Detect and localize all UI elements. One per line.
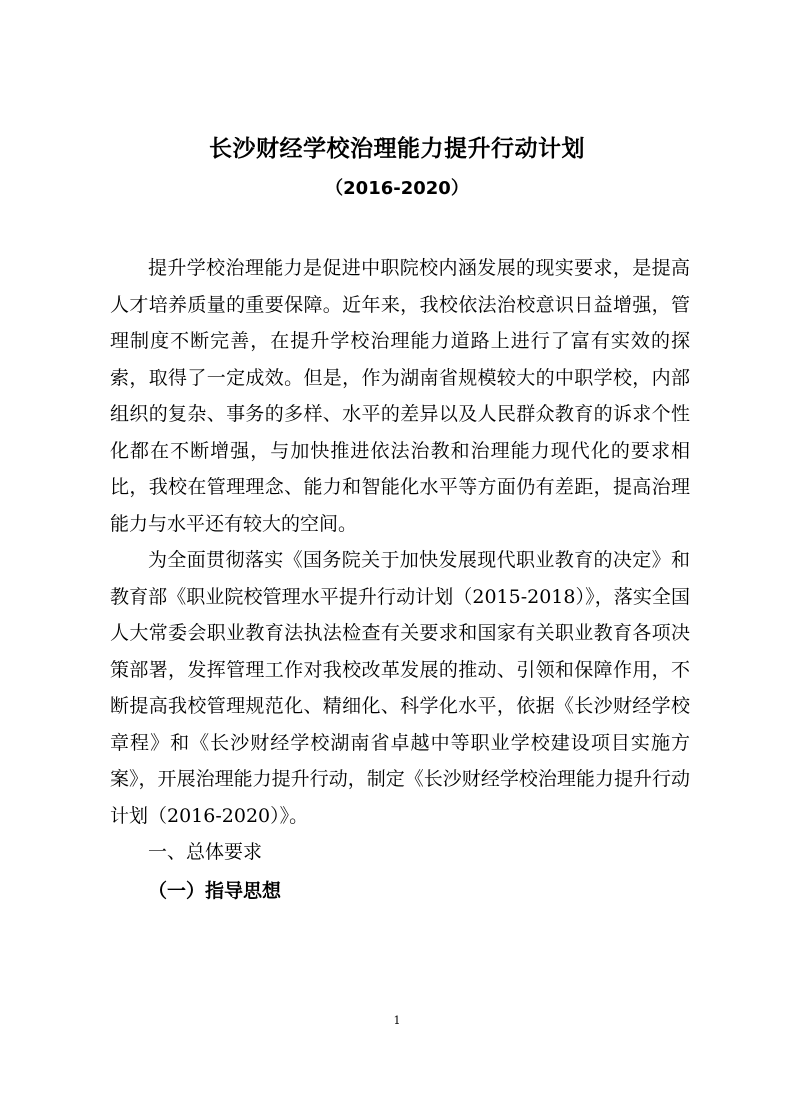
body-paragraph-1: 提升学校治理能力是促进中职院校内涵发展的现实要求，是提高人才培养质量的重要保障。近年来，我校依法治校意识日益增强，管理制度不断完善，在提升学校治理能力道路上进行了富有实效的探索，取得了一定成效。但是，作为湖南省规模较大的中职学校，内部组织的复杂、事务的多样、水平的差异以及人民群众教育的诉求个性化都在不断增强，与加快推进依法治教和治理能力现代化的要求相比，我校在管理理念、能力和智能化水平等方面仍有差距，提高治理能力与水平还有较大的空间。 (110, 257, 690, 535)
body-paragraph-2: 为全面贯彻落实《国务院关于加快发展现代职业教育的决定》和教育部《职业院校管理水平提升行动计划（2015-2018）》，落实全国人大常委会职业教育法执法检查有关要求和国家有关职业教育各项决策部署，发挥管理工作对我校改革发展的推动、引领和保障作用，不断提高我校管理规范化、精细化、科学化水平，依据《长沙财经学校章程》和《长沙财经学校湖南省卓越中等职业学校建设项目实施方案》，开展治理能力提升行动，制定《长沙财经学校治理能力提升行动计划（2016-2020）》。 (110, 549, 690, 827)
subsection-heading: （一）指导思想 (148, 879, 282, 902)
document-subtitle: （2016-2020） (325, 178, 469, 199)
page-number: 1 (393, 1014, 401, 1027)
document-title: 长沙财经学校治理能力提升行动计划 (209, 136, 585, 162)
document-body (110, 250, 690, 911)
section-heading: 一、总体要求 (148, 841, 263, 863)
